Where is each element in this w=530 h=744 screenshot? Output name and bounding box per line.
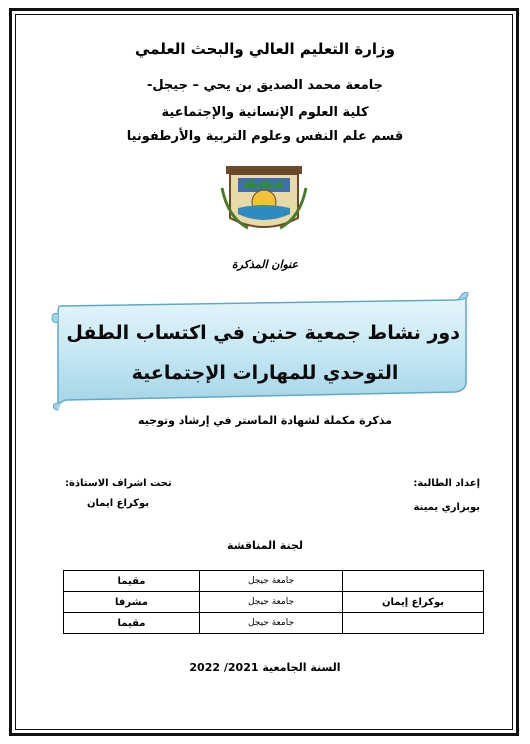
memo-title-label: عنوان المذكرة [231, 258, 299, 271]
member-role-cell: مقيما [64, 613, 200, 634]
table-row [64, 613, 484, 634]
committee-title: لجنة المناقشة [226, 539, 303, 552]
member-university-cell: جامعة جيجل [200, 592, 343, 613]
member-name-cell: بوكراع إيمان [343, 592, 484, 613]
member-role-cell: مشرفا [64, 592, 200, 613]
table-row [64, 571, 484, 592]
department-name: قسم علم النفس وعلوم التربية والأرطفونيا [126, 129, 404, 144]
member-role-cell: مقيما [64, 571, 200, 592]
table-row [64, 592, 484, 613]
academic-year: السنة الجامعية 2021/ 2022 [189, 661, 341, 674]
member-university-cell: جامعة جيجل [200, 613, 343, 634]
university-name: جامعة محمد الصديق بن يحي – جيجل- [146, 78, 384, 93]
member-university-cell: جامعة جيجل [200, 571, 343, 592]
faculty-name: كلية العلوم الإنسانية والإجتماعية [161, 105, 369, 120]
member-name-cell [343, 571, 484, 592]
thesis-title-line-1: دور نشاط جمعية حنين في اكتساب الطفل [66, 322, 460, 344]
thesis-title-line-2: التوحدي للمهارات الإجتماعية [131, 362, 399, 384]
student-name: بوبزاري يمينة [413, 502, 480, 513]
university-logo [218, 158, 310, 236]
supervisor-label: تحت اشراف الاستاذة: [65, 478, 172, 489]
student-label: إعداد الطالبة: [413, 478, 480, 489]
supervisor-name: بوكراع ايمان [87, 498, 149, 509]
degree-subtitle: مذكرة مكملة لشهادة الماستر في إرشاد وتوجيه [137, 414, 392, 427]
title-scroll-banner [48, 292, 472, 412]
ministry-name: وزارة التعليم العالي والبحث العلمي [134, 40, 396, 58]
committee-table [63, 570, 484, 634]
member-name-cell [343, 613, 484, 634]
